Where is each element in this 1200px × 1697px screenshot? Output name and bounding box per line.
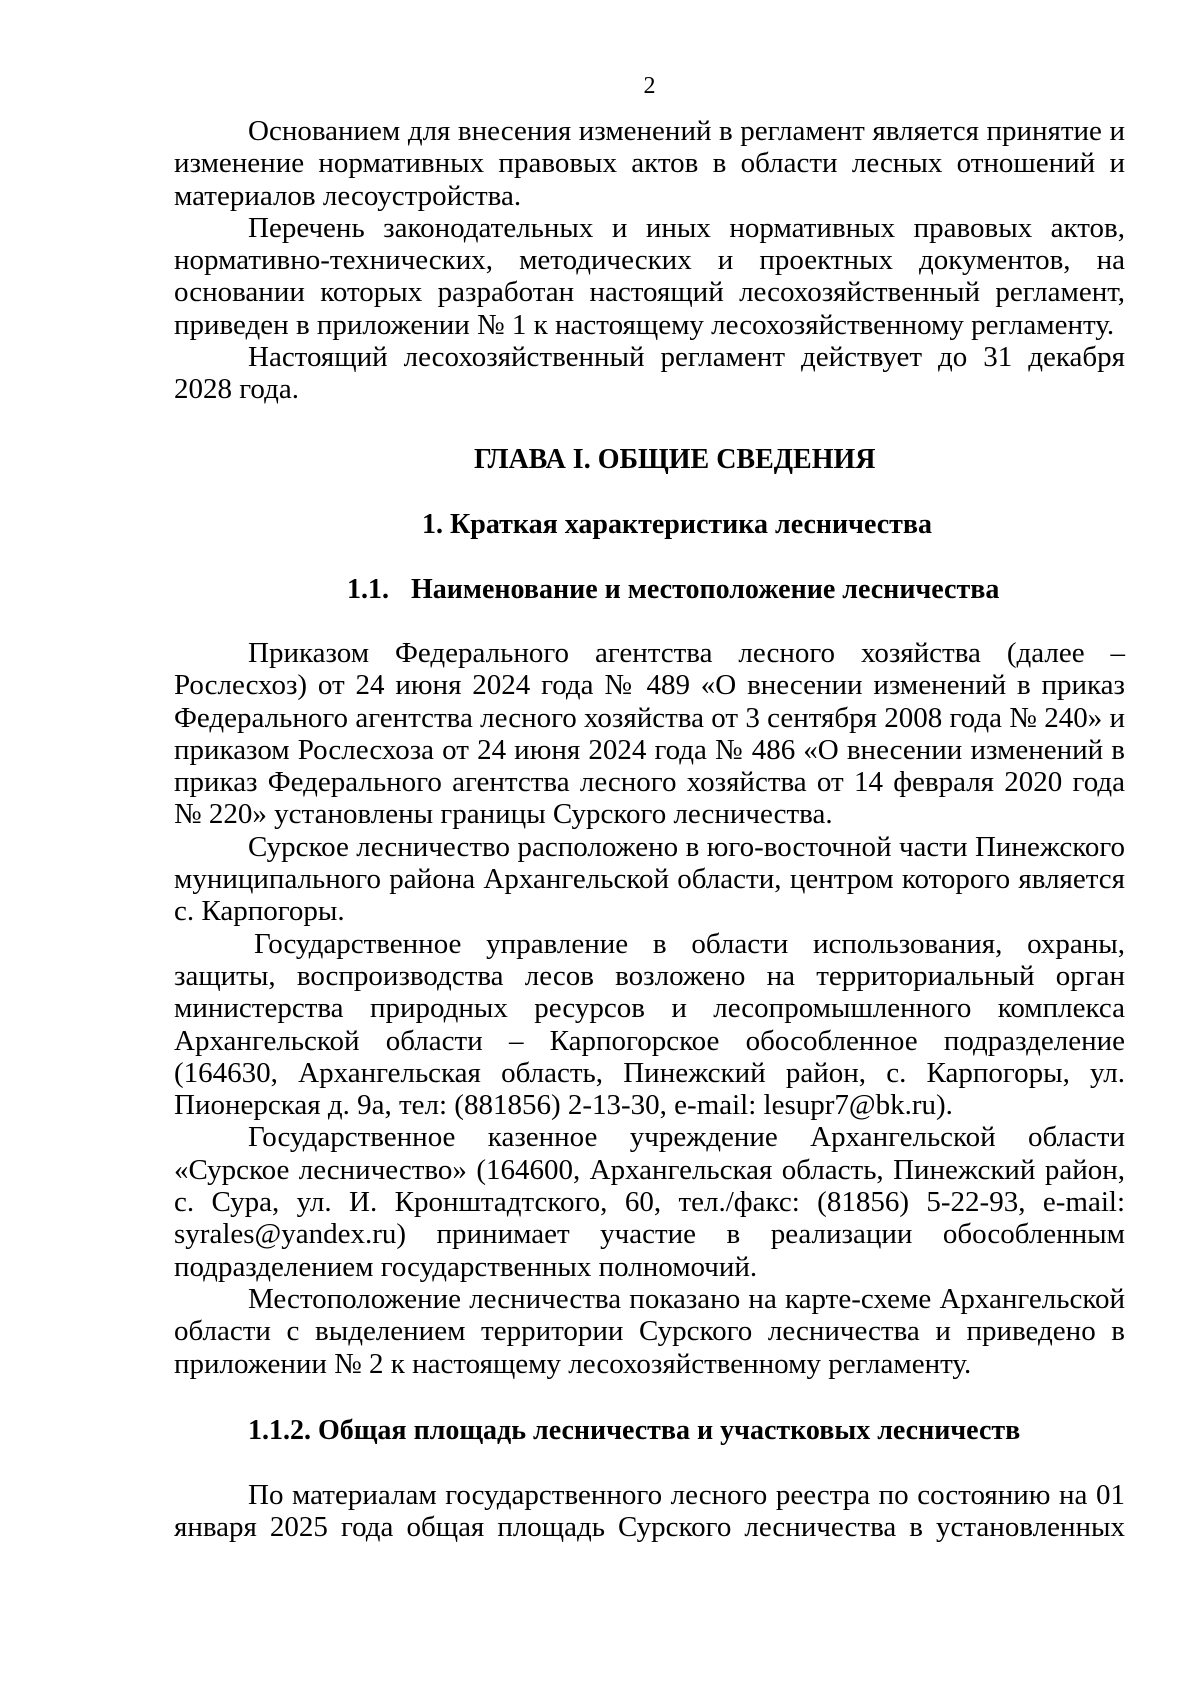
chapter-title: ГЛАВА I. ОБЩИЕ СВЕДЕНИЯ [474,444,876,475]
paragraph: Сурское лесничество расположено в юго-восточной части Пинежского муниципального района Архангельской области, центром которого является с. Карпогоры. [174,830,1125,928]
paragraph: Государственное казенное учреждение Архангельской области «Сурское лесничество» (164600, Архангельская область, Пинежский район, с. Сура, ул. И. Кронштадтского, 60, тел./факс: (81856) 5-22-93, e-mail: syrales@yandex.ru) принимает участие в реализации обособленным подразделением государственных полномочий. [174,1121,1125,1283]
subsubsection-title: 1.1.2. Общая площадь лесничества и участковых лесничеств [248,1415,1021,1446]
paragraph: По материалам государственного лесного реестра по состоянию на 01 января 2025 года общая площадь Сурского лесничества в установленных [174,1479,1125,1544]
subsection-title [347,574,999,606]
subsection-number: 1.1. [347,574,389,605]
section-1-1-2-text [174,1479,1125,1544]
paragraph: Местоположение лесничества показано на карте-схеме Архангельской области с выделением территории Сурского лесничества и приведено в приложении № 2 к настоящему лесохозяйственному регламенту. [174,1282,1125,1380]
intro-text [174,115,1125,406]
page-number: 2 [643,73,656,99]
paragraph: Приказом Федерального агентства лесного хозяйства (далее – Рослесхоз) от 24 июня 2024 года № 489 «О внесении изменений в приказ Федерального агентства лесного хозяйства от 3 сентября 2008 года № 240» и приказом Рослесхоза от 24 июня 2024 года № 486 «О внесении изменений в приказ Федерального агентства лесного хозяйства от 14 февраля 2020 года № 220» установлены границы Сурского лесничества. [174,637,1125,831]
paragraph: Государственное управление в области использования, охраны, защиты, воспроизводства лесов возложено на территориальный орган министерства природных ресурсов и лесопромышленного комплекса Архангельской области – Карпогорское обособленное подразделение (164630, Архангельская область, Пинежский район, с. Карпогоры, ул. Пионерская д. 9а, тел: (881856) 2-13-30, e-mail: lesupr7@bk.ru). [174,927,1125,1122]
paragraph: Перечень законодательных и иных нормативных правовых актов, нормативно-технических, методических и проектных документов, на основании которых разработан настоящий лесохозяйственный регламент, приведен в приложении № 1 к настоящему лесохозяйственному регламенту. [174,211,1125,341]
paragraph: Основанием для внесения изменений в регламент является принятие и изменение нормативных правовых актов в области лесных отношений и материалов лесоустройства. [174,115,1125,212]
paragraph: Настоящий лесохозяйственный регламент действует до 31 декабря 2028 года. [174,341,1125,406]
section-1-1-text [174,637,1125,1380]
subsection-heading: Наименование и местоположение лесничества [411,574,1000,605]
section-title: 1. Краткая характеристика лесничества [422,509,933,540]
